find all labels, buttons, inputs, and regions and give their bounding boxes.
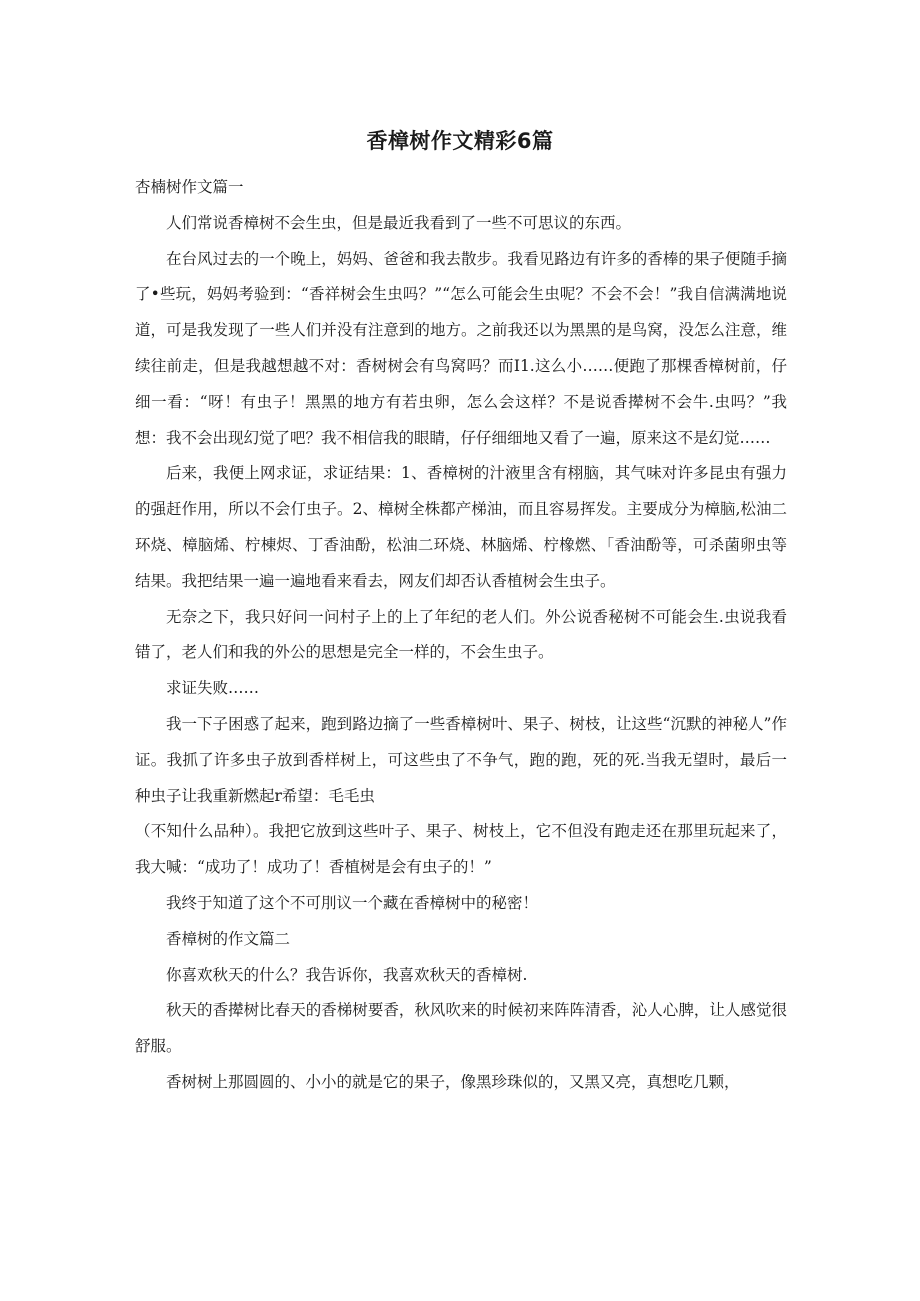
paragraph: 无奈之下，我只好问一问村子上的上了年纪的老人们。外公说香秘树不可能会生.虫说我看错了，老人们和我的外公的思想是完全一样的，不会生虫子。 [135, 607, 787, 662]
paragraph: 后来，我便上网求证，求证结果：1、香樟树的汁液里含有栩脑，其气味对许多昆虫有强力的强赶作用，所以不会仃虫子。2、樟树全株都产梯油，而且容易挥发。主要成分为樟脑,松油二环烧、樟脑烯、柠棟烬、丁香油酚，松油二环烧、林脑烯、柠橡燃、「香油酚等，可杀菌卵虫等结果。我把结果一遍一遍地看来看去，网友们却否认香植树会生虫子。 [135, 464, 787, 590]
document-body [135, 170, 787, 1101]
paragraph: 求证失败…… [166, 679, 260, 698]
page-title: 香樟树作文精彩6篇 [366, 129, 554, 153]
paragraph: 香树树上那圆圆的、小小的就是它的果子，像黑珍珠似的，又黑又亮，真想吃几颗， [166, 1072, 740, 1091]
paragraph: 人们常说香樟树不会生虫，但是最近我看到了一些不可思议的东西。 [166, 213, 632, 232]
paragraph: 我终于知道了这个不可刖议一个藏在香樟树中的秘密！ [166, 893, 539, 912]
paragraph: 我一下子困惑了起来，跑到路边摘了一些香樟树叶、果子、树枝，让这些“沉默的神秘人”作证。我抓了许多虫子放到香样树上，可这些虫了不争气，跑的跑，死的死.当我无望时，最后一种虫子让我重新燃起r希望：毛毛虫 [135, 714, 787, 805]
paragraph: （不知什么品种）。我把它放到这些叶子、果子、树枝上，它不但没有跑走还在那里玩起来了，我大喊：“成功了！成功了！香植树是会有虫子的！” [135, 822, 787, 877]
paragraph: 在台风过去的一个晚上，妈妈、爸爸和我去散步。我看见路边有许多的香棒的果子便随手摘了•些玩，妈妈考验到：“香祥树会生虫吗？”“怎么可能会生虫呢？不会不会！”我自信满满地说道，可是我发现了一些人们并没有注意到的地方。之前我还以为黑黑的是鸟窝，没怎么注意，维续往前走，但是我越想越不对：香树树会有鸟窝吗？而I1.这么小……便跑了那棵香樟树前，仔细一看：“呀！有虫子！黑黑的地方有若虫卵，怎么会这样？不是说香撵树不会牛.虫吗？”我想：我不会出现幻觉了吧？我不相信我的眼睛，仔仔细细地又看了一遍，原来这不是幻觉…… [135, 249, 787, 447]
section-heading: 香樟树的作文篇二 [166, 929, 291, 948]
paragraph: 秋天的香撵树比春天的香梯树要香，秋风吹来的时候初来阵阵清香，沁人心脾，让人感觉很舒服。 [135, 1001, 787, 1056]
paragraph: 你喜欢秋天的什么？我告诉你，我喜欢秋天的香樟树. [166, 965, 528, 984]
section-heading: 杏楠树作文篇一 [135, 178, 244, 196]
